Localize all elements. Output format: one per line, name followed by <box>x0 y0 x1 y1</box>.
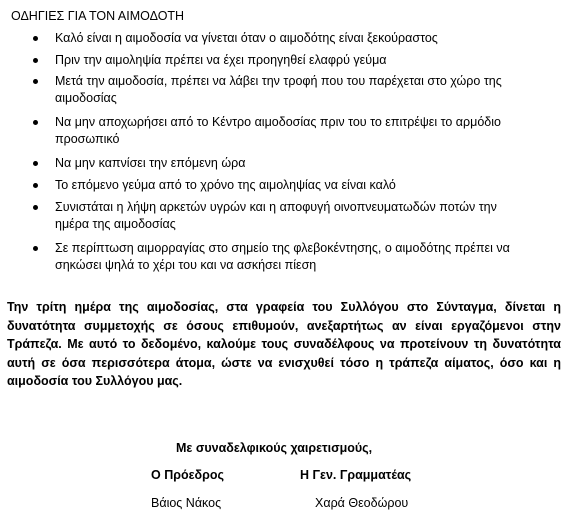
list-item <box>32 177 552 194</box>
bullet-icon <box>33 79 38 84</box>
list-item-text: Μετά την αιμοδοσία, πρέπει να λάβει την τροφή που του παρέχεται στο χώρο της <box>55 74 502 88</box>
closing-greeting: Με συναδελφικούς χαιρετισμούς, <box>176 441 373 455</box>
instructions-list <box>32 30 552 274</box>
list-item <box>32 114 552 148</box>
list-item-text: Πριν την αιμοληψία πρέπει να έχει προηγηθεί ελαφρύ γεύμα <box>55 53 387 67</box>
list-item-text-continued: προσωπικό <box>55 132 120 146</box>
announcement-paragraph: Την τρίτη ημέρα της αιμοδοσίας, στα γραφεία του Συλλόγου στο Σύνταγμα, δίνεται η δυνατότητα συμμετοχής σε όσους επιθυμούν, ανεξαρτήτως αν είναι εργαζόμενοι στην Τράπεζα. Με αυτό το δεδομένο, καλούμε τους συναδέλφους να προτείνουν τη δυνατότητα αυτή σε όσα περισσότερα άτομα, ώστε να ενισχυθεί τόσο η τράπεζα αίματος, όσο και η αιμοδοσία του Συλλόγου μας. <box>7 300 561 388</box>
list-item-text-continued: σηκώσει ψηλά το χέρι του και να ασκήσει πίεση <box>55 258 317 272</box>
list-item <box>32 199 552 233</box>
bullet-icon <box>33 36 38 41</box>
list-item <box>32 155 552 172</box>
bullet-icon <box>33 205 38 210</box>
list-item <box>32 52 552 69</box>
list-item <box>32 73 552 107</box>
bullet-icon <box>33 183 38 188</box>
secretary-name: Χαρά Θεοδώρου <box>315 496 409 510</box>
list-item-text: Συνιστάται η λήψη αρκετών υγρών και η αποφυγή οινοπνευματωδών ποτών την <box>55 200 497 214</box>
list-item-text: Να μην αποχωρήσει από το Κέντρο αιμοδοσίας πριν του το επιτρέψει το αρμόδιο <box>55 115 501 129</box>
secretary-title: Η Γεν. Γραμματέας <box>300 468 412 482</box>
bullet-icon <box>33 161 38 166</box>
president-title: Ο Πρόεδρος <box>151 468 224 482</box>
list-item <box>32 240 552 274</box>
bullet-icon <box>33 58 38 63</box>
bullet-icon <box>33 120 38 125</box>
list-item-text: Σε περίπτωση αιμορραγίας στο σημείο της φλεβοκέντησης, ο αιμοδότης πρέπει να <box>55 241 510 255</box>
list-item-text-continued: αιμοδοσίας <box>55 91 117 105</box>
list-item <box>32 30 552 47</box>
list-item-text: Το επόμενο γεύμα από το χρόνο της αιμοληψίας να είναι καλό <box>55 178 396 192</box>
list-item-text-continued: ημέρα της αιμοδοσίας <box>55 217 176 231</box>
bullet-icon <box>33 246 38 251</box>
list-item-text: Καλό είναι η αιμοδοσία να γίνεται όταν ο αιμοδότης είναι ξεκούραστος <box>55 31 438 45</box>
president-name: Βάιος Νάκος <box>151 496 222 510</box>
list-item-text: Να μην καπνίσει την επόμενη ώρα <box>55 156 246 170</box>
document-heading: ΟΔΗΓΙΕΣ ΓΙΑ ΤΟΝ ΑΙΜΟΔΟΤΗ <box>11 9 185 23</box>
